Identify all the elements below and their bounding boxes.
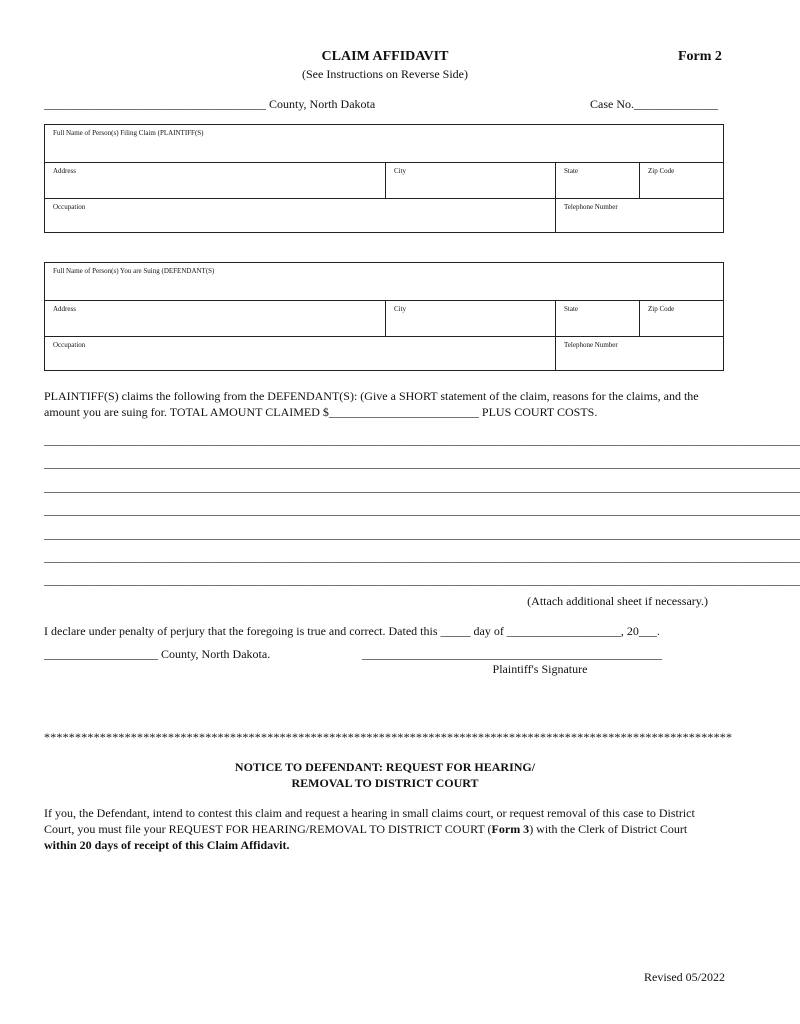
defendant-phone-field[interactable] bbox=[555, 336, 723, 370]
plaintiff-occupation-field[interactable] bbox=[45, 198, 555, 232]
declaration-text[interactable]: I declare under penalty of perjury that the foregoing is true and correct. Dated this _____ day of ___________________, 20___. bbox=[44, 624, 660, 638]
claim-text-line[interactable]: ______________________________________________________________________________________________________________________________ bbox=[44, 433, 800, 447]
notice-heading-line-2: REMOVAL TO DISTRICT COURT bbox=[291, 776, 479, 790]
notice-heading-line-1: NOTICE TO DEFENDANT: REQUEST FOR HEARING/ bbox=[234, 760, 536, 774]
notice-deadline: within 20 days of receipt of this Claim Affidavit. bbox=[44, 838, 290, 852]
claim-text-line[interactable]: ______________________________________________________________________________________________________________________________ bbox=[44, 550, 800, 564]
signature-line[interactable]: __________________________________________________ bbox=[362, 647, 662, 661]
plaintiff-info-box bbox=[44, 124, 724, 233]
claim-text-line[interactable]: ______________________________________________________________________________________________________________________________ bbox=[44, 573, 800, 587]
signature-label: Plaintiff's Signature bbox=[492, 662, 588, 676]
claim-text-line[interactable]: ______________________________________________________________________________________________________________________________ bbox=[44, 480, 800, 494]
defendant-city-field[interactable] bbox=[385, 300, 555, 336]
county-field[interactable]: _____________________________________ County, North Dakota bbox=[44, 97, 376, 111]
attach-sheet-note: (Attach additional sheet if necessary.) bbox=[527, 594, 708, 608]
defendant-zip-label: Zip Code bbox=[648, 305, 675, 313]
claim-text-line[interactable]: ______________________________________________________________________________________________________________________________ bbox=[44, 527, 800, 541]
defendant-occupation-field[interactable] bbox=[45, 336, 555, 370]
form-title: CLAIM AFFIDAVIT bbox=[321, 49, 449, 64]
claim-statement-line-1: PLAINTIFF(S) claims the following from the DEFENDANT(S): (Give a SHORT statement of the claim, reasons for the claims, and the bbox=[44, 389, 699, 403]
form-number: Form 2 bbox=[678, 49, 722, 64]
claim-text-line[interactable]: ______________________________________________________________________________________________________________________________ bbox=[44, 456, 800, 470]
defendant-name-label: Full Name of Person(s) You are Suing (DEFENDANT(S) bbox=[53, 267, 215, 275]
form-subtitle: (See Instructions on Reverse Side) bbox=[302, 67, 468, 81]
notice-body bbox=[44, 805, 734, 853]
notice-body-line-2 bbox=[44, 821, 734, 837]
plaintiff-state-label: State bbox=[564, 167, 578, 175]
claim-statement bbox=[44, 388, 734, 420]
defendant-phone-label: Telephone Number bbox=[564, 341, 618, 349]
plaintiff-state-field[interactable] bbox=[555, 162, 639, 198]
revised-date: Revised 05/2022 bbox=[644, 970, 725, 984]
plaintiff-name-field[interactable] bbox=[45, 125, 723, 162]
defendant-address-label: Address bbox=[53, 305, 76, 313]
plaintiff-city-field[interactable] bbox=[385, 162, 555, 198]
defendant-city-label: City bbox=[394, 305, 407, 313]
claim-text-line[interactable]: ______________________________________________________________________________________________________________________________ bbox=[44, 503, 800, 517]
plaintiff-address-field[interactable] bbox=[45, 162, 385, 198]
notice-body-line-2-a: Court, you must file your REQUEST FOR HEARING/REMOVAL TO DISTRICT COURT ( bbox=[44, 822, 492, 836]
case-number-field[interactable]: Case No.______________ bbox=[590, 97, 718, 111]
asterisk-separator: *************************************************************************************************************** bbox=[44, 730, 733, 744]
declaration-county-field[interactable]: ___________________ County, North Dakota. bbox=[44, 647, 271, 661]
notice-body-line-1: If you, the Defendant, intend to contest this claim and request a hearing in small claims court, or request removal of this case to District bbox=[44, 806, 695, 820]
defendant-zip-field[interactable] bbox=[639, 300, 723, 336]
plaintiff-city-label: City bbox=[394, 167, 407, 175]
plaintiff-occupation-label: Occupation bbox=[53, 203, 86, 211]
notice-body-line-2-c: ) with the Clerk of District Court bbox=[529, 822, 688, 836]
defendant-info-box bbox=[44, 262, 724, 371]
plaintiff-name-label: Full Name of Person(s) Filing Claim (PLAINTIFF(S) bbox=[53, 129, 204, 137]
plaintiff-phone-label: Telephone Number bbox=[564, 203, 618, 211]
defendant-occupation-label: Occupation bbox=[53, 341, 86, 349]
defendant-name-field[interactable] bbox=[45, 263, 723, 300]
claim-statement-line-2[interactable]: amount you are suing for. TOTAL AMOUNT CLAIMED $_________________________ PLUS COURT COSTS. bbox=[44, 405, 598, 419]
plaintiff-zip-field[interactable] bbox=[639, 162, 723, 198]
defendant-state-label: State bbox=[564, 305, 578, 313]
form-3-reference: Form 3 bbox=[491, 822, 530, 836]
plaintiff-phone-field[interactable] bbox=[555, 198, 723, 232]
defendant-state-field[interactable] bbox=[555, 300, 639, 336]
plaintiff-address-label: Address bbox=[53, 167, 76, 175]
plaintiff-zip-label: Zip Code bbox=[648, 167, 675, 175]
defendant-address-field[interactable] bbox=[45, 300, 385, 336]
